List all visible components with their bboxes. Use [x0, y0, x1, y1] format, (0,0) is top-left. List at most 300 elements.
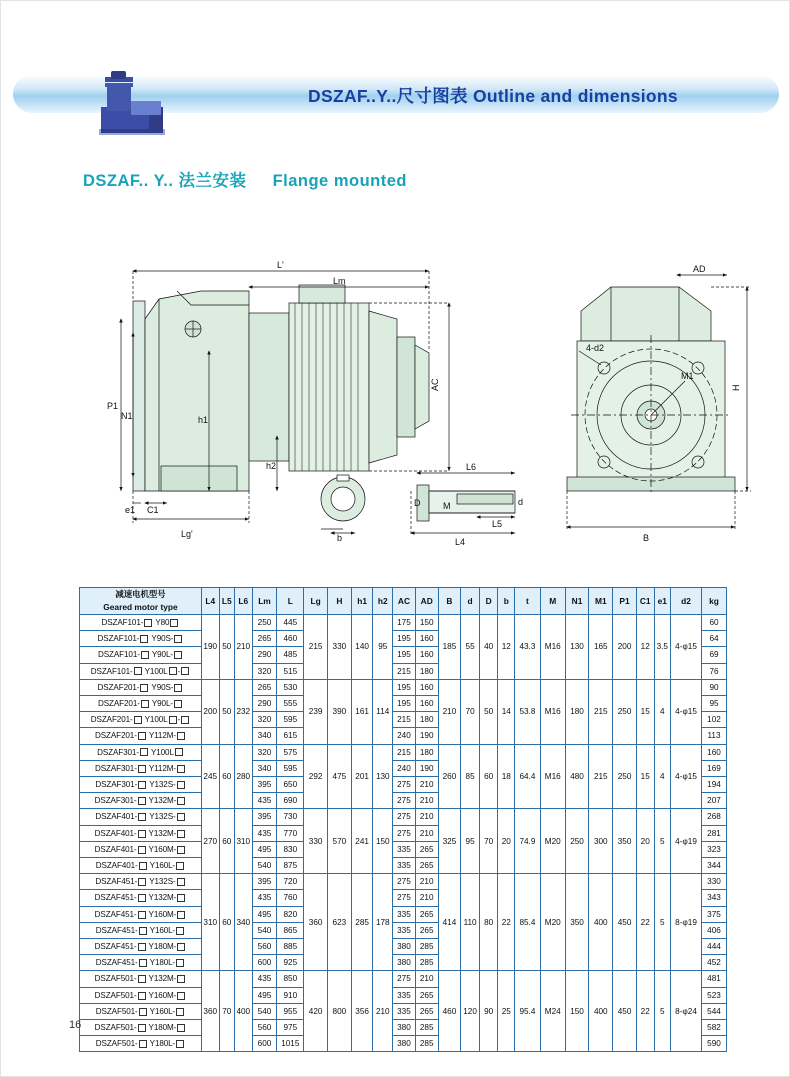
header-B: B	[438, 588, 461, 615]
cell-t: 64.4	[515, 744, 541, 809]
cell-kg: 64	[702, 631, 727, 647]
cell-AC: 215	[393, 712, 416, 728]
cell-P1: 450	[613, 874, 637, 971]
cell-D: 80	[479, 874, 498, 971]
cell-Lm: 265	[252, 679, 277, 695]
cell-b: 14	[498, 679, 515, 744]
page-title: DSZAF..Y..尺寸图表 Outline and dimensions	[308, 86, 678, 106]
cell-AC: 380	[393, 939, 416, 955]
cell-h1: 241	[351, 809, 373, 874]
dim-label-M: M	[443, 501, 451, 511]
cell-L: 955	[277, 1003, 304, 1019]
cell-Lm: 600	[252, 1036, 277, 1052]
cell-geared-motor-type: DSZAF101- Y100L -	[80, 663, 202, 679]
cell-L5: 60	[219, 744, 235, 809]
cell-L5: 60	[219, 874, 235, 971]
cell-geared-motor-type: DSZAF451- Y180M-	[80, 939, 202, 955]
dim-label-h2: h2	[266, 461, 277, 471]
cell-kg: 406	[702, 922, 727, 938]
cell-h1: 285	[351, 874, 373, 971]
cell-L4: 190	[201, 615, 219, 680]
dim-label-Lm: Lm	[333, 276, 346, 286]
cell-AC: 215	[393, 663, 416, 679]
cell-AC: 275	[393, 971, 416, 987]
cell-Lm: 495	[252, 987, 277, 1003]
cell-geared-motor-type: DSZAF501- Y132M-	[80, 971, 202, 987]
cell-kg: 160	[702, 744, 727, 760]
cell-AD: 160	[415, 679, 438, 695]
cell-h2: 150	[373, 809, 393, 874]
cell-D: 60	[479, 744, 498, 809]
cell-H: 570	[328, 809, 352, 874]
cell-B: 325	[438, 809, 461, 874]
cell-e1: 4	[654, 679, 671, 744]
cell-Lm: 495	[252, 906, 277, 922]
cell-d2: 4-φ15	[671, 744, 702, 809]
cell-kg: 481	[702, 971, 727, 987]
cell-Lm: 395	[252, 809, 277, 825]
cell-geared-motor-type: DSZAF201- Y90L-	[80, 696, 202, 712]
cell-AD: 180	[415, 663, 438, 679]
cell-M: M20	[540, 809, 565, 874]
cell-AC: 335	[393, 906, 416, 922]
cell-AD: 210	[415, 971, 438, 987]
cell-L: 910	[277, 987, 304, 1003]
cell-d: 70	[461, 679, 480, 744]
cell-AD: 190	[415, 728, 438, 744]
cell-AC: 240	[393, 728, 416, 744]
cell-kg: 582	[702, 1020, 727, 1036]
cell-h1: 140	[351, 615, 373, 680]
cell-kg: 323	[702, 841, 727, 857]
cell-D: 40	[479, 615, 498, 680]
header-C1: C1	[636, 588, 654, 615]
cell-L6: 340	[235, 874, 253, 971]
cell-L4: 310	[201, 874, 219, 971]
cell-Lm: 395	[252, 874, 277, 890]
cell-L5: 50	[219, 679, 235, 744]
cell-geared-motor-type: DSZAF451- Y132M-	[80, 890, 202, 906]
cell-geared-motor-type: DSZAF451- Y160L-	[80, 922, 202, 938]
cell-Lm: 340	[252, 760, 277, 776]
cell-Lm: 540	[252, 858, 277, 874]
cell-geared-motor-type: DSZAF451- Y180L-	[80, 955, 202, 971]
cell-geared-motor-type: DSZAF201- Y100L -	[80, 712, 202, 728]
cell-d2: 4-φ19	[671, 809, 702, 874]
cell-D: 70	[479, 809, 498, 874]
cell-AD: 210	[415, 890, 438, 906]
cell-Lg: 215	[304, 615, 328, 680]
cell-AD: 210	[415, 777, 438, 793]
cell-L: 865	[277, 922, 304, 938]
cell-Lm: 340	[252, 728, 277, 744]
cell-Lm: 290	[252, 647, 277, 663]
cell-kg: 523	[702, 987, 727, 1003]
cell-AD: 210	[415, 793, 438, 809]
dim-label-H: H	[731, 384, 741, 391]
cell-AC: 335	[393, 987, 416, 1003]
cell-L6: 310	[235, 809, 253, 874]
cell-L6: 232	[235, 679, 253, 744]
cell-e1: 4	[654, 744, 671, 809]
cell-L6: 210	[235, 615, 253, 680]
cell-M1: 300	[589, 809, 613, 874]
cell-geared-motor-type: DSZAF401- Y132S-	[80, 809, 202, 825]
cell-geared-motor-type: DSZAF301- Y100L	[80, 744, 202, 760]
cell-kg: 544	[702, 1003, 727, 1019]
dim-label-AD: AD	[693, 264, 706, 274]
cell-L5: 50	[219, 615, 235, 680]
cell-kg: 69	[702, 647, 727, 663]
cell-L: 760	[277, 890, 304, 906]
cell-geared-motor-type: DSZAF301- Y112M-	[80, 760, 202, 776]
table-row	[80, 874, 727, 890]
cell-C1: 22	[636, 874, 654, 971]
cell-Lm: 560	[252, 939, 277, 955]
cell-geared-motor-type: DSZAF401- Y160L-	[80, 858, 202, 874]
cell-d2: 8-φ24	[671, 971, 702, 1052]
cell-H: 800	[328, 971, 352, 1052]
header-h2: h2	[373, 588, 393, 615]
dim-label-L5: L5	[492, 519, 503, 529]
cell-AC: 275	[393, 793, 416, 809]
cell-h2: 95	[373, 615, 393, 680]
table-row	[80, 744, 727, 760]
cell-d2: 4-φ15	[671, 615, 702, 680]
header-kg: kg	[702, 588, 727, 615]
cell-Lm: 320	[252, 663, 277, 679]
header-L: L	[277, 588, 304, 615]
cell-d: 55	[461, 615, 480, 680]
cell-C1: 12	[636, 615, 654, 680]
cell-H: 475	[328, 744, 352, 809]
cell-kg: 375	[702, 906, 727, 922]
header-P1: P1	[613, 588, 637, 615]
cell-e1: 5	[654, 809, 671, 874]
cell-kg: 330	[702, 874, 727, 890]
cell-e1: 5	[654, 971, 671, 1052]
dim-label-b: b	[337, 533, 343, 543]
cell-Lm: 540	[252, 1003, 277, 1019]
cell-AD: 150	[415, 615, 438, 631]
cell-L: 1015	[277, 1036, 304, 1052]
cell-L: 595	[277, 760, 304, 776]
header-L4: L4	[201, 588, 219, 615]
header-h1: h1	[351, 588, 373, 615]
cell-N1: 130	[565, 615, 589, 680]
cell-Lm: 435	[252, 890, 277, 906]
cell-geared-motor-type: DSZAF451- Y160M-	[80, 906, 202, 922]
cell-AD: 285	[415, 955, 438, 971]
cell-geared-motor-type: DSZAF501- Y180L-	[80, 1036, 202, 1052]
cell-Lg: 420	[304, 971, 328, 1052]
header-L6: L6	[235, 588, 253, 615]
dimension-table	[79, 587, 727, 1052]
dim-label-Lgprime: Lg'	[181, 529, 193, 539]
dim-label-h1: h1	[198, 415, 209, 425]
cell-P1: 250	[613, 679, 637, 744]
cell-geared-motor-type: DSZAF401- Y160M-	[80, 841, 202, 857]
cell-AD: 265	[415, 1003, 438, 1019]
header-d: d	[461, 588, 480, 615]
table-row	[80, 615, 727, 631]
cell-B: 460	[438, 971, 461, 1052]
cell-AC: 240	[393, 760, 416, 776]
cell-kg: 95	[702, 696, 727, 712]
cell-L6: 280	[235, 744, 253, 809]
cell-M1: 215	[589, 679, 613, 744]
cell-AC: 335	[393, 922, 416, 938]
cell-L4: 360	[201, 971, 219, 1052]
cell-geared-motor-type: DSZAF301- Y132S-	[80, 777, 202, 793]
cell-b: 22	[498, 874, 515, 971]
cell-M1: 215	[589, 744, 613, 809]
cell-Lm: 250	[252, 615, 277, 631]
cell-kg: 60	[702, 615, 727, 631]
cell-L: 730	[277, 809, 304, 825]
cell-Lm: 560	[252, 1020, 277, 1036]
cell-L: 690	[277, 793, 304, 809]
cell-Lm: 320	[252, 712, 277, 728]
dim-label-Lprime: L'	[277, 260, 284, 270]
cell-kg: 344	[702, 858, 727, 874]
cell-b: 25	[498, 971, 515, 1052]
cell-Lm: 320	[252, 744, 277, 760]
gearbox-motor-icon	[91, 71, 183, 141]
cell-M: M16	[540, 744, 565, 809]
cell-geared-motor-type: DSZAF501- Y180M-	[80, 1020, 202, 1036]
cell-P1: 450	[613, 971, 637, 1052]
header-geared-motor-type	[80, 588, 202, 615]
cell-L: 485	[277, 647, 304, 663]
subtitle-cn: DSZAF.. Y.. 法兰安装	[83, 172, 247, 190]
cell-L: 830	[277, 841, 304, 857]
cell-M: M24	[540, 971, 565, 1052]
cell-L: 575	[277, 744, 304, 760]
cell-N1: 150	[565, 971, 589, 1052]
header-N1: N1	[565, 588, 589, 615]
cell-kg: 76	[702, 663, 727, 679]
cell-geared-motor-type: DSZAF501- Y160L-	[80, 1003, 202, 1019]
header-AD: AD	[415, 588, 438, 615]
cell-AD: 160	[415, 696, 438, 712]
cell-AC: 195	[393, 631, 416, 647]
cell-geared-motor-type: DSZAF301- Y132M-	[80, 793, 202, 809]
cell-Lg: 292	[304, 744, 328, 809]
cell-AC: 215	[393, 744, 416, 760]
cell-kg: 207	[702, 793, 727, 809]
cell-C1: 22	[636, 971, 654, 1052]
cell-AC: 275	[393, 809, 416, 825]
cell-D: 90	[479, 971, 498, 1052]
cell-Lm: 395	[252, 777, 277, 793]
page-header	[13, 71, 779, 117]
subtitle-en: Flange mounted	[272, 172, 407, 190]
dim-label-e1: e1	[125, 505, 136, 515]
header-en: Geared motor type	[103, 602, 178, 612]
cell-C1: 20	[636, 809, 654, 874]
cell-geared-motor-type: DSZAF101- Y80	[80, 615, 202, 631]
header-t: t	[515, 588, 541, 615]
cell-h2: 114	[373, 679, 393, 744]
cell-t: 43.3	[515, 615, 541, 680]
header-Lg: Lg	[304, 588, 328, 615]
cell-AC: 275	[393, 890, 416, 906]
cell-C1: 15	[636, 744, 654, 809]
cell-AD: 190	[415, 760, 438, 776]
cell-AC: 195	[393, 679, 416, 695]
header-AC: AC	[393, 588, 416, 615]
header-D: D	[479, 588, 498, 615]
cell-geared-motor-type: DSZAF101- Y90L-	[80, 647, 202, 663]
cell-b: 12	[498, 615, 515, 680]
cell-L: 595	[277, 712, 304, 728]
cell-kg: 281	[702, 825, 727, 841]
cell-Lm: 495	[252, 841, 277, 857]
cell-geared-motor-type: DSZAF201- Y112M-	[80, 728, 202, 744]
cell-L: 650	[277, 777, 304, 793]
cell-H: 623	[328, 874, 352, 971]
cell-b: 18	[498, 744, 515, 809]
header-L5: L5	[219, 588, 235, 615]
cell-AC: 335	[393, 1003, 416, 1019]
cell-geared-motor-type: DSZAF451- Y132S-	[80, 874, 202, 890]
cell-L: 445	[277, 615, 304, 631]
dim-label-L4: L4	[455, 537, 466, 547]
dim-label-AC: AC	[430, 378, 440, 391]
cell-L: 925	[277, 955, 304, 971]
cell-L: 515	[277, 663, 304, 679]
cell-P1: 350	[613, 809, 637, 874]
cell-AD: 160	[415, 631, 438, 647]
cell-L: 770	[277, 825, 304, 841]
cell-Lg: 360	[304, 874, 328, 971]
cell-B: 414	[438, 874, 461, 971]
cell-t: 53.8	[515, 679, 541, 744]
cell-t: 85.4	[515, 874, 541, 971]
table-body	[80, 615, 727, 1052]
table-header-row	[80, 588, 727, 615]
cell-t: 95.4	[515, 971, 541, 1052]
cell-Lm: 540	[252, 922, 277, 938]
cell-kg: 169	[702, 760, 727, 776]
cell-geared-motor-type: DSZAF401- Y132M-	[80, 825, 202, 841]
cell-L6: 400	[235, 971, 253, 1052]
cell-D: 50	[479, 679, 498, 744]
cell-AC: 175	[393, 615, 416, 631]
cell-kg: 102	[702, 712, 727, 728]
cell-Lm: 435	[252, 793, 277, 809]
cell-L4: 270	[201, 809, 219, 874]
cell-B: 210	[438, 679, 461, 744]
header-H: H	[328, 588, 352, 615]
cell-L: 875	[277, 858, 304, 874]
cell-L: 720	[277, 874, 304, 890]
cell-AD: 210	[415, 809, 438, 825]
cell-AC: 275	[393, 825, 416, 841]
dim-label-N1: N1	[121, 411, 133, 421]
technical-drawing	[81, 241, 741, 561]
cell-kg: 268	[702, 809, 727, 825]
dim-label-4-d2: 4-d2	[586, 343, 605, 353]
cell-b: 20	[498, 809, 515, 874]
cell-e1: 5	[654, 874, 671, 971]
cell-AC: 275	[393, 874, 416, 890]
cell-AD: 265	[415, 987, 438, 1003]
cell-AC: 380	[393, 1036, 416, 1052]
cell-Lg: 330	[304, 809, 328, 874]
cell-h1: 356	[351, 971, 373, 1052]
dim-label-M1: M1	[681, 371, 694, 381]
cell-kg: 444	[702, 939, 727, 955]
cell-L: 555	[277, 696, 304, 712]
cell-B: 185	[438, 615, 461, 680]
cell-M: M20	[540, 874, 565, 971]
cell-kg: 590	[702, 1036, 727, 1052]
header-e1: e1	[654, 588, 671, 615]
cell-M1: 400	[589, 971, 613, 1052]
cell-L: 850	[277, 971, 304, 987]
header-M1: M1	[589, 588, 613, 615]
cell-AC: 380	[393, 955, 416, 971]
table-row	[80, 679, 727, 695]
cell-h1: 201	[351, 744, 373, 809]
cell-e1: 3.5	[654, 615, 671, 680]
cell-Lm: 435	[252, 825, 277, 841]
cell-N1: 480	[565, 744, 589, 809]
cell-N1: 180	[565, 679, 589, 744]
cell-h1: 161	[351, 679, 373, 744]
cell-AC: 195	[393, 696, 416, 712]
cell-AD: 180	[415, 744, 438, 760]
cell-kg: 194	[702, 777, 727, 793]
dim-label-P1: P1	[107, 401, 119, 411]
header-cn: 减速电机型号	[115, 589, 166, 599]
dim-label-D: D	[414, 498, 421, 508]
cell-L: 460	[277, 631, 304, 647]
cell-L: 820	[277, 906, 304, 922]
cell-M1: 165	[589, 615, 613, 680]
cell-N1: 350	[565, 874, 589, 971]
cell-geared-motor-type: DSZAF201- Y90S-	[80, 679, 202, 695]
section-subtitle	[83, 167, 407, 191]
table-row	[80, 809, 727, 825]
cell-L5: 60	[219, 809, 235, 874]
cell-Lm: 435	[252, 971, 277, 987]
cell-AD: 285	[415, 1036, 438, 1052]
cell-AD: 210	[415, 825, 438, 841]
cell-L: 615	[277, 728, 304, 744]
dimension-table-wrapper	[79, 587, 727, 1052]
cell-AC: 335	[393, 858, 416, 874]
cell-d: 110	[461, 874, 480, 971]
dimension-drawing-svg	[81, 241, 741, 561]
cell-AD: 265	[415, 841, 438, 857]
table-row	[80, 971, 727, 987]
header-M: M	[540, 588, 565, 615]
cell-kg: 90	[702, 679, 727, 695]
cell-AC: 275	[393, 777, 416, 793]
page-number: 16	[69, 1019, 82, 1031]
dim-label-C1: C1	[147, 505, 159, 515]
cell-geared-motor-type: DSZAF501- Y160M-	[80, 987, 202, 1003]
cell-M: M16	[540, 679, 565, 744]
cell-L5: 70	[219, 971, 235, 1052]
cell-d: 95	[461, 809, 480, 874]
cell-P1: 250	[613, 744, 637, 809]
cell-AD: 285	[415, 1020, 438, 1036]
cell-M1: 400	[589, 874, 613, 971]
